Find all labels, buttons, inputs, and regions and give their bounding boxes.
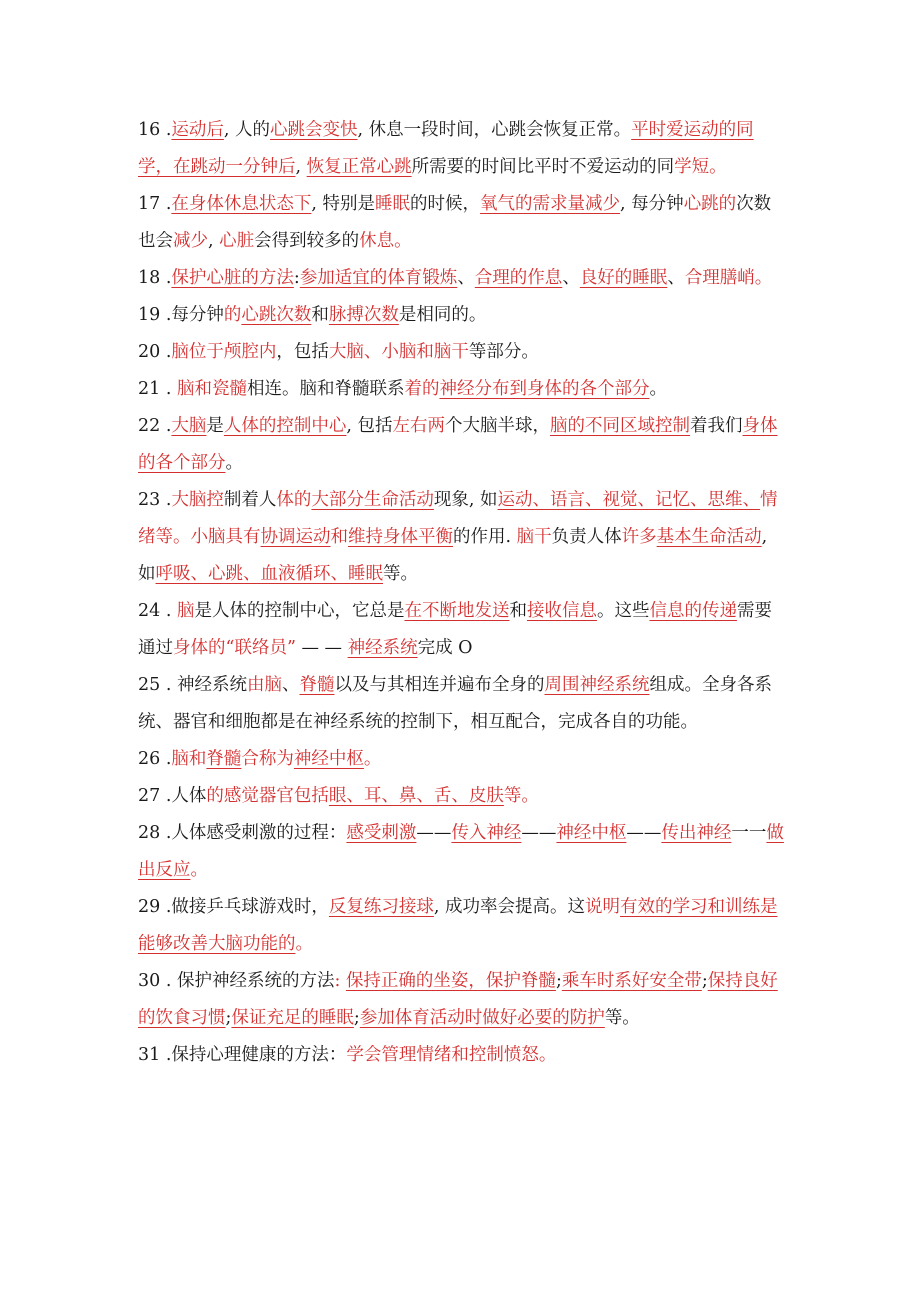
- body-text: 25 . 神经系统: [138, 675, 247, 695]
- highlighted-answer: 在不断地发送: [404, 601, 510, 621]
- highlighted-text: 的感觉器官包括: [206, 786, 329, 806]
- list-item: [138, 667, 786, 741]
- highlighted-text: 脑: [176, 601, 195, 621]
- body-text: , 特别是: [311, 194, 376, 214]
- highlighted-text: 等。: [503, 786, 539, 806]
- body-text: 会得到较多的: [254, 231, 360, 251]
- body-text: 19 .每分钟: [138, 305, 224, 325]
- highlighted-answer: 眼、耳、鼻、舌、皮肤: [328, 786, 504, 806]
- highlighted-text: 脑和瓷髓: [176, 379, 247, 399]
- body-text: 16 .: [138, 120, 172, 140]
- highlighted-answer: 神经系统: [347, 638, 418, 658]
- highlighted-answer: 参加体育活动时做好必要的防护: [359, 1008, 605, 1028]
- highlighted-text: 情绪等。小脑具有: [138, 490, 778, 547]
- highlighted-answer: 身体的各个部分: [138, 416, 778, 473]
- highlighted-text: 。: [363, 749, 382, 769]
- highlighted-text: 心脏: [219, 231, 255, 251]
- highlighted-answer: 感受刺激: [346, 823, 417, 843]
- highlighted-text: 休息。: [359, 231, 412, 251]
- body-text: 23 .: [138, 490, 172, 510]
- highlighted-answer: 心跳会变快: [270, 120, 358, 140]
- body-text: 、: [457, 268, 475, 288]
- highlighted-text: 大脑控: [171, 490, 224, 510]
- body-text: 等。: [604, 1008, 640, 1028]
- highlighted-answer: 在身体休息状态下: [171, 194, 312, 214]
- list-item: [138, 186, 786, 260]
- highlighted-text: 许多: [621, 527, 657, 547]
- body-text: 着我们: [690, 416, 743, 436]
- body-text: 、: [562, 268, 580, 288]
- list-item: [138, 408, 786, 482]
- highlighted-text: 脑位于颅腔内: [171, 342, 277, 362]
- highlighted-text: 和: [330, 527, 348, 547]
- highlighted-answer: 良好的睡眠: [579, 268, 668, 288]
- body-text: 、: [281, 675, 300, 695]
- list-item: [138, 371, 786, 408]
- body-text: 的时候，: [410, 194, 481, 214]
- highlighted-answer: 脊髓: [206, 749, 242, 769]
- list-item: [138, 593, 786, 667]
- highlighted-answer: 氧气的需求量减少: [480, 194, 621, 214]
- highlighted-answer: 保持正确的坐姿，保护脊髓: [345, 971, 556, 991]
- list-item: [138, 334, 786, 371]
- highlighted-text: 身体的“联络员”: [173, 638, 296, 658]
- highlighted-text: 学会管理情绪和控制愤怒。: [346, 1045, 557, 1065]
- body-text: 需要通过: [138, 601, 772, 658]
- list-item: [138, 1037, 786, 1074]
- highlighted-text: 大脑、小脑和脑干: [328, 342, 469, 362]
- body-text: 组成。全身各系统、器官和细胞都是在神经系统的控制下，相互配合，完成各自的功能。: [138, 675, 772, 732]
- highlighted-answer: 脊髓: [299, 675, 335, 695]
- body-text: — —: [295, 638, 348, 658]
- body-text: 的作用.: [453, 527, 517, 547]
- highlighted-text: 脑和: [171, 749, 207, 769]
- body-text: 、: [667, 268, 685, 288]
- item-list: [138, 112, 786, 1074]
- body-text: 制着人: [223, 490, 277, 510]
- body-text: 31 .保持心理健康的方法：: [138, 1045, 347, 1065]
- body-text: ;: [701, 971, 708, 991]
- body-text: ;: [225, 1008, 232, 1028]
- body-text: 30 . 保护神经系统的方法: [138, 971, 335, 991]
- body-text: 27 .人体: [138, 786, 207, 806]
- body-text: , 成功率会提高。这: [433, 897, 586, 917]
- body-text: ,: [295, 157, 307, 177]
- list-item: [138, 963, 786, 1037]
- highlighted-text: 。: [295, 934, 313, 954]
- highlighted-answer: 协调运动: [260, 527, 331, 547]
- body-text: ;: [555, 971, 562, 991]
- highlighted-answer: 信息的传递: [649, 601, 737, 621]
- body-text: , 如: [138, 527, 768, 584]
- highlighted-text: 。: [190, 860, 208, 880]
- highlighted-text: 体的: [276, 490, 312, 510]
- highlighted-answer: 保持良好的饮食习惯: [138, 971, 778, 1028]
- highlighted-answer: 保护心脏的方法: [171, 268, 294, 288]
- list-item: [138, 815, 786, 889]
- body-text: 。: [225, 453, 243, 473]
- highlighted-text: 心跳的: [683, 194, 737, 214]
- list-item: [138, 889, 786, 963]
- body-text: 个大脑半球，: [445, 416, 551, 436]
- body-text: , 包括: [346, 416, 393, 436]
- highlighted-answer: 脑的不同区域控制: [550, 416, 691, 436]
- list-item: [138, 112, 786, 186]
- list-item: [138, 297, 786, 334]
- highlighted-answer: 基本生命活动: [656, 527, 762, 547]
- body-text: 26 .: [138, 749, 172, 769]
- highlighted-text: 由脑: [246, 675, 282, 695]
- body-text: ——: [626, 823, 662, 843]
- body-text: 等部分。: [468, 342, 539, 362]
- body-text: ,: [208, 231, 220, 251]
- highlighted-text: 说明: [585, 897, 621, 917]
- body-text: 和: [509, 601, 527, 621]
- highlighted-text: 脑干: [516, 527, 552, 547]
- highlighted-answer: 做出反应: [138, 823, 784, 880]
- highlighted-answer: 心跳次数: [241, 305, 312, 325]
- highlighted-answer: 有效的学习和训练是能够改善大脑功能的: [138, 897, 778, 954]
- body-text: 28 .人体感受刺激的过程：: [138, 823, 347, 843]
- body-text: ;: [353, 1008, 360, 1028]
- body-text: 。这些: [596, 601, 650, 621]
- body-text: 17 .: [138, 194, 172, 214]
- highlighted-answer: 乘车时系好安全带: [561, 971, 702, 991]
- highlighted-answer: 呼吸、心跳、血液循环、睡眠: [155, 564, 383, 584]
- body-text: , 每分钟: [620, 194, 684, 214]
- body-text: 所需要的时间比平时不爱运动的同: [411, 157, 675, 177]
- highlighted-text: 左右两: [392, 416, 446, 436]
- body-text: 20 .: [138, 342, 172, 362]
- body-text: 现象, 如: [433, 490, 498, 510]
- highlighted-answer: 人体的控制中心: [223, 416, 347, 436]
- highlighted-answer: 神经分布到身体的各个部分: [439, 379, 650, 399]
- highlighted-text: 着的: [404, 379, 440, 399]
- highlighted-answer: 参加适宜的体育锻炼: [299, 268, 458, 288]
- body-text: :: [293, 268, 300, 288]
- body-text: 等。: [383, 564, 418, 584]
- body-text: 相连。脑和脊髓联系: [246, 379, 405, 399]
- highlighted-answer: 维持身体平衡: [348, 527, 453, 547]
- body-text: 一一: [731, 823, 767, 843]
- highlighted-answer: 反复练习接球: [328, 897, 434, 917]
- body-text: 以及与其相连并遍布全身的: [334, 675, 545, 695]
- highlighted-answer: 平时爱运动的同学，在跳动一分钟后: [138, 120, 754, 177]
- highlighted-answer: 大部分生命活动: [311, 490, 434, 510]
- highlighted-answer: 周围神经系统: [544, 675, 650, 695]
- body-text: , 休息一段时间，心跳会恢复正常。: [357, 120, 632, 140]
- highlighted-answer: 保证充足的睡眠: [231, 1008, 354, 1028]
- highlighted-answer: 传出神经: [661, 823, 732, 843]
- body-text: 。: [649, 379, 667, 399]
- highlighted-text: 的: [223, 305, 242, 325]
- highlighted-answer: 脉搏次数: [328, 305, 399, 325]
- body-text: 24 .: [138, 601, 177, 621]
- highlighted-text: 睡眠: [375, 194, 411, 214]
- body-text: 次数也会: [138, 194, 772, 251]
- list-item: [138, 482, 786, 593]
- list-item: [138, 260, 786, 297]
- highlighted-answer: 合理的作息: [474, 268, 563, 288]
- body-text: , 人的: [223, 120, 271, 140]
- body-text: 是相同的。: [398, 305, 487, 325]
- body-text: 22 .: [138, 416, 172, 436]
- list-item: [138, 741, 786, 778]
- list-item: [138, 778, 786, 815]
- highlighted-answer: 大脑: [171, 416, 207, 436]
- body-text: 完成 O: [417, 638, 473, 658]
- highlighted-answer: 接收信息: [526, 601, 597, 621]
- body-text: 21 .: [138, 379, 177, 399]
- body-text: 和: [311, 305, 329, 325]
- body-text: 是人体的控制中心，它总是: [194, 601, 405, 621]
- highlighted-answer: 运动、语言、视觉、记忆、思维、: [497, 490, 761, 510]
- highlighted-answer: 传入神经: [451, 823, 522, 843]
- highlighted-text: 学短。: [674, 157, 727, 177]
- body-text: 负责人体: [551, 527, 622, 547]
- highlighted-answer: 恢复正常心跳: [306, 157, 412, 177]
- highlighted-text: 减少: [173, 231, 208, 251]
- highlighted-answer: 神经中枢: [293, 749, 364, 769]
- body-text: ——: [521, 823, 557, 843]
- highlighted-answer: 运动后: [171, 120, 224, 140]
- body-text: 是: [206, 416, 224, 436]
- highlighted-text: 合称为: [241, 749, 294, 769]
- body-text: 29 .做接乒乓球游戏时，: [138, 897, 329, 917]
- highlighted-text: :: [334, 971, 346, 991]
- highlighted-answer: 神经中枢: [556, 823, 627, 843]
- highlighted-text: 合理膳峭。: [684, 268, 773, 288]
- body-text: 18 .: [138, 268, 172, 288]
- body-text: ——: [416, 823, 452, 843]
- body-text: ，包括: [276, 342, 329, 362]
